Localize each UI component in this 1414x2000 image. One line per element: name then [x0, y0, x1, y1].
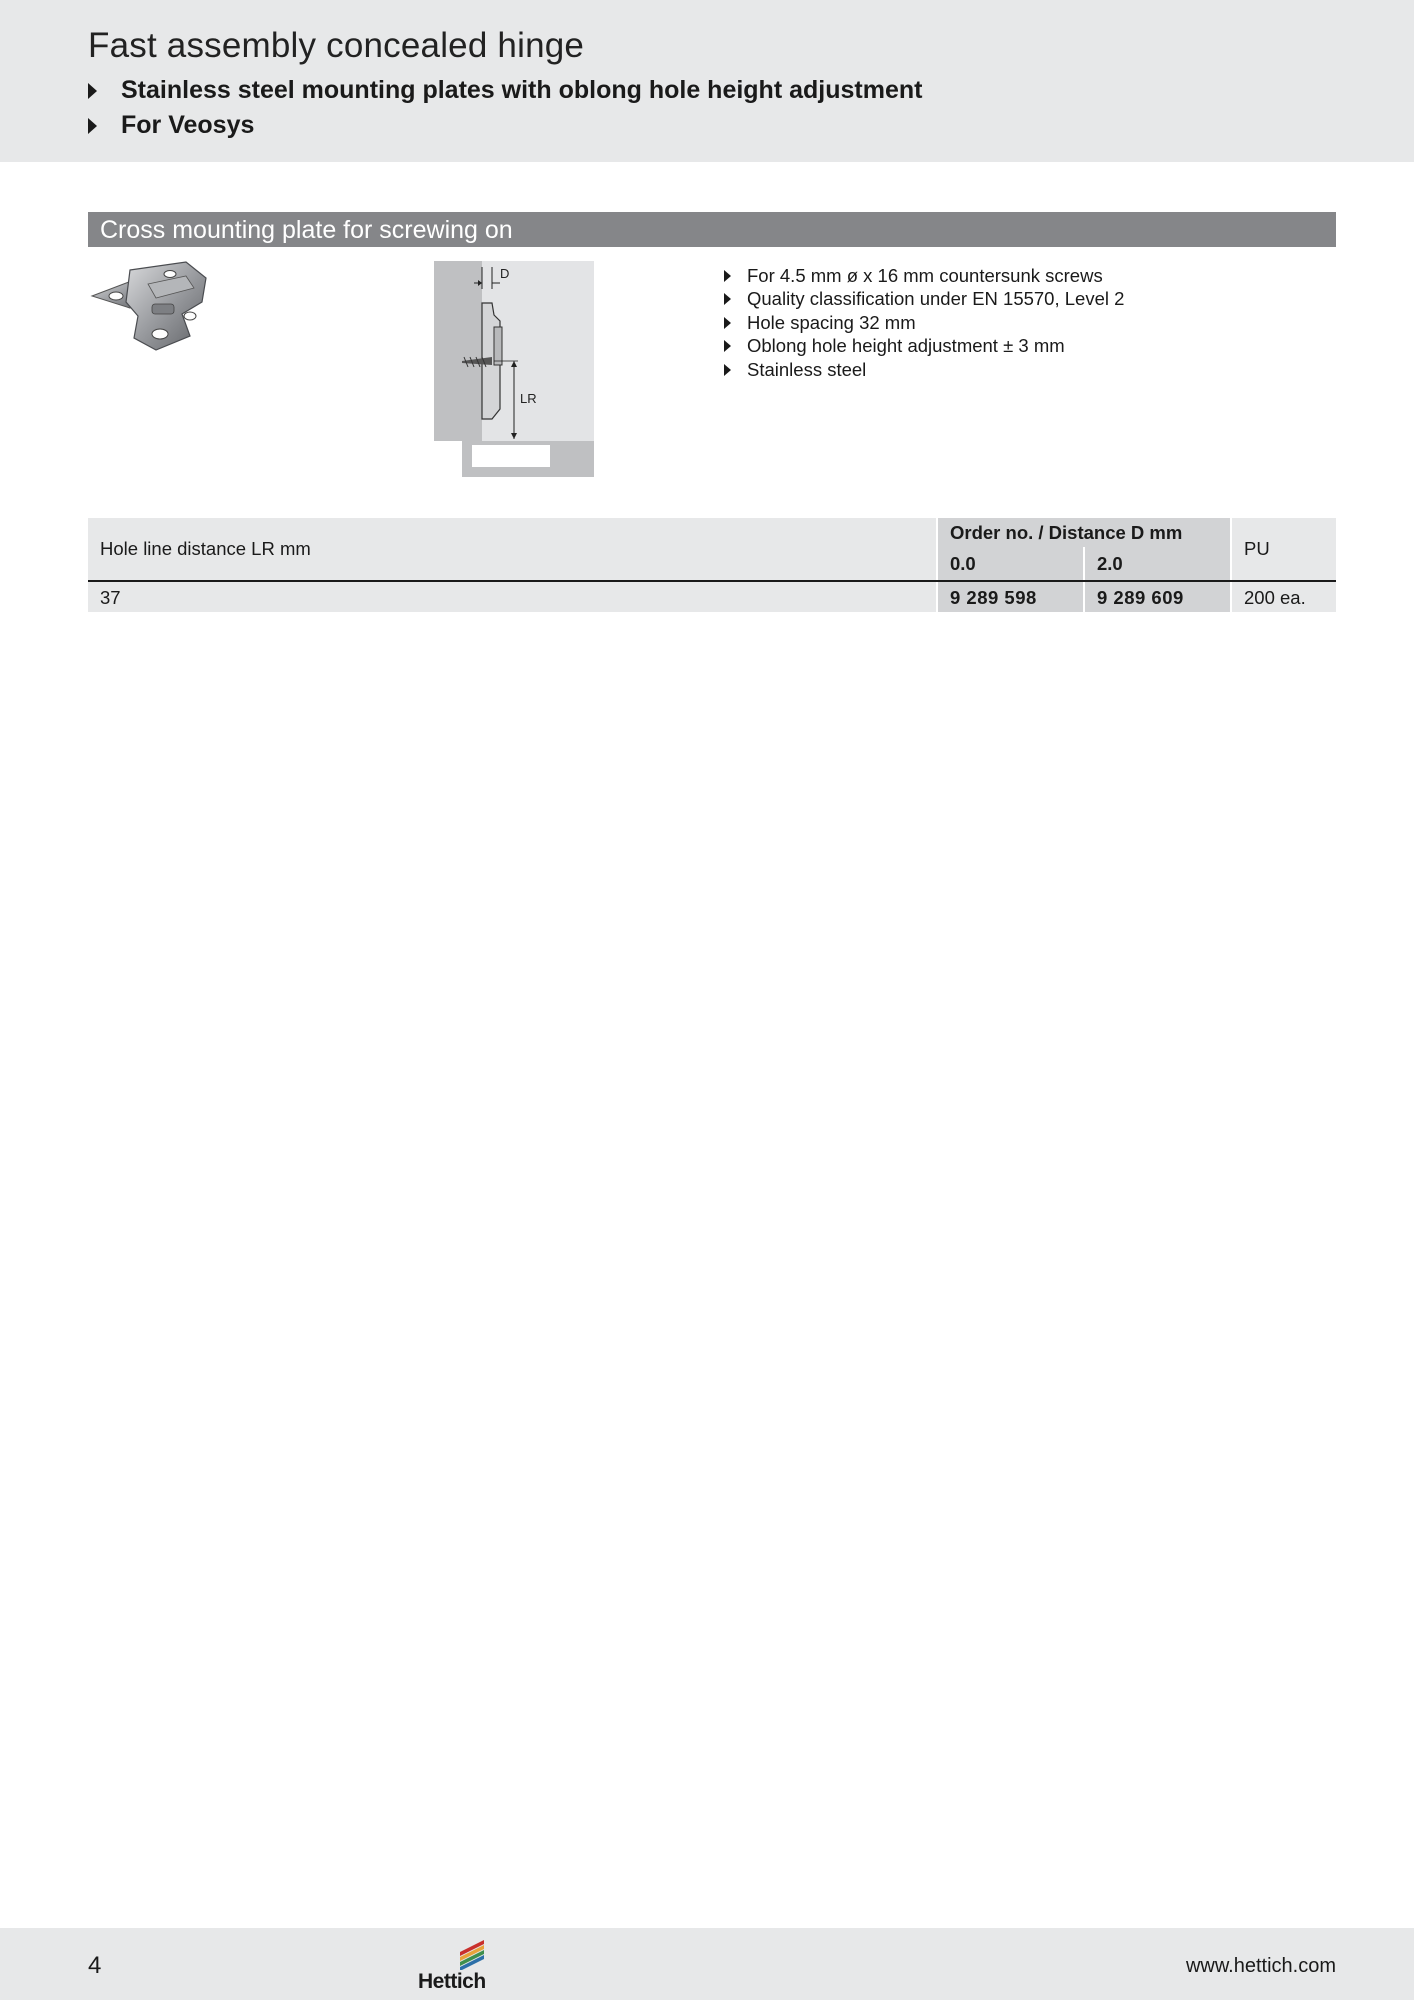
mounting-diagram	[434, 261, 594, 477]
bullet-triangle-icon	[724, 317, 731, 329]
page-footer	[0, 1928, 1414, 2000]
cabinet-side-panel	[434, 261, 482, 441]
page-title: Fast assembly concealed hinge	[88, 26, 585, 65]
section-title: Cross mounting plate for screwing on	[100, 216, 513, 244]
feature-item: For 4.5 mm ø x 16 mm countersunk screws	[724, 264, 1124, 288]
section-title-bar	[88, 212, 1336, 247]
logo-text: Hettich	[418, 1970, 486, 1993]
header-bullet-2	[88, 111, 254, 140]
table-cell-lr: 37	[88, 582, 936, 612]
hettich-logo	[418, 1938, 488, 1994]
feature-item: Quality classification under EN 15570, Level 2	[724, 288, 1124, 312]
header-bullet-text: For Veosys	[121, 111, 255, 139]
feature-item: Stainless steel	[724, 358, 1124, 382]
header-cell-lr: Hole line distance LR mm	[88, 518, 936, 580]
bullet-triangle-icon	[724, 340, 731, 352]
page-number: 4	[88, 1952, 102, 1979]
bullet-triangle-icon	[724, 270, 731, 282]
feature-item: Oblong hole height adjustment ± 3 mm	[724, 335, 1124, 359]
order-table	[88, 518, 1336, 612]
table-cell-pu: 200 ea.	[1232, 582, 1336, 612]
header-bullet-text: Stainless steel mounting plates with oblong hole height adjustment	[121, 76, 923, 104]
header-cell-d0: 0.0	[938, 547, 1083, 580]
table-cell-order-d0: 9 289 598	[938, 582, 1083, 612]
page-header	[0, 0, 1414, 162]
feature-list	[724, 264, 1124, 382]
table-cell-order-d2: 9 289 609	[1085, 582, 1230, 612]
label-lr: LR	[520, 391, 537, 406]
logo-stripes-icon	[418, 1938, 488, 1970]
header-cell-order: Order no. / Distance D mm	[938, 518, 1230, 547]
mounting-plate-product-image	[90, 258, 220, 358]
header-cell-d2: 2.0	[1085, 547, 1230, 580]
bullet-triangle-icon	[724, 364, 731, 376]
bullet-triangle-icon	[88, 83, 97, 99]
feature-item: Hole spacing 32 mm	[724, 311, 1124, 335]
label-d: D	[500, 266, 510, 281]
header-bullet-1	[88, 76, 922, 105]
header-cell-pu: PU	[1232, 518, 1336, 580]
footer-url[interactable]: www.hettich.com	[1185, 1955, 1336, 1977]
bullet-triangle-icon	[724, 293, 731, 305]
bullet-triangle-icon	[88, 118, 97, 134]
